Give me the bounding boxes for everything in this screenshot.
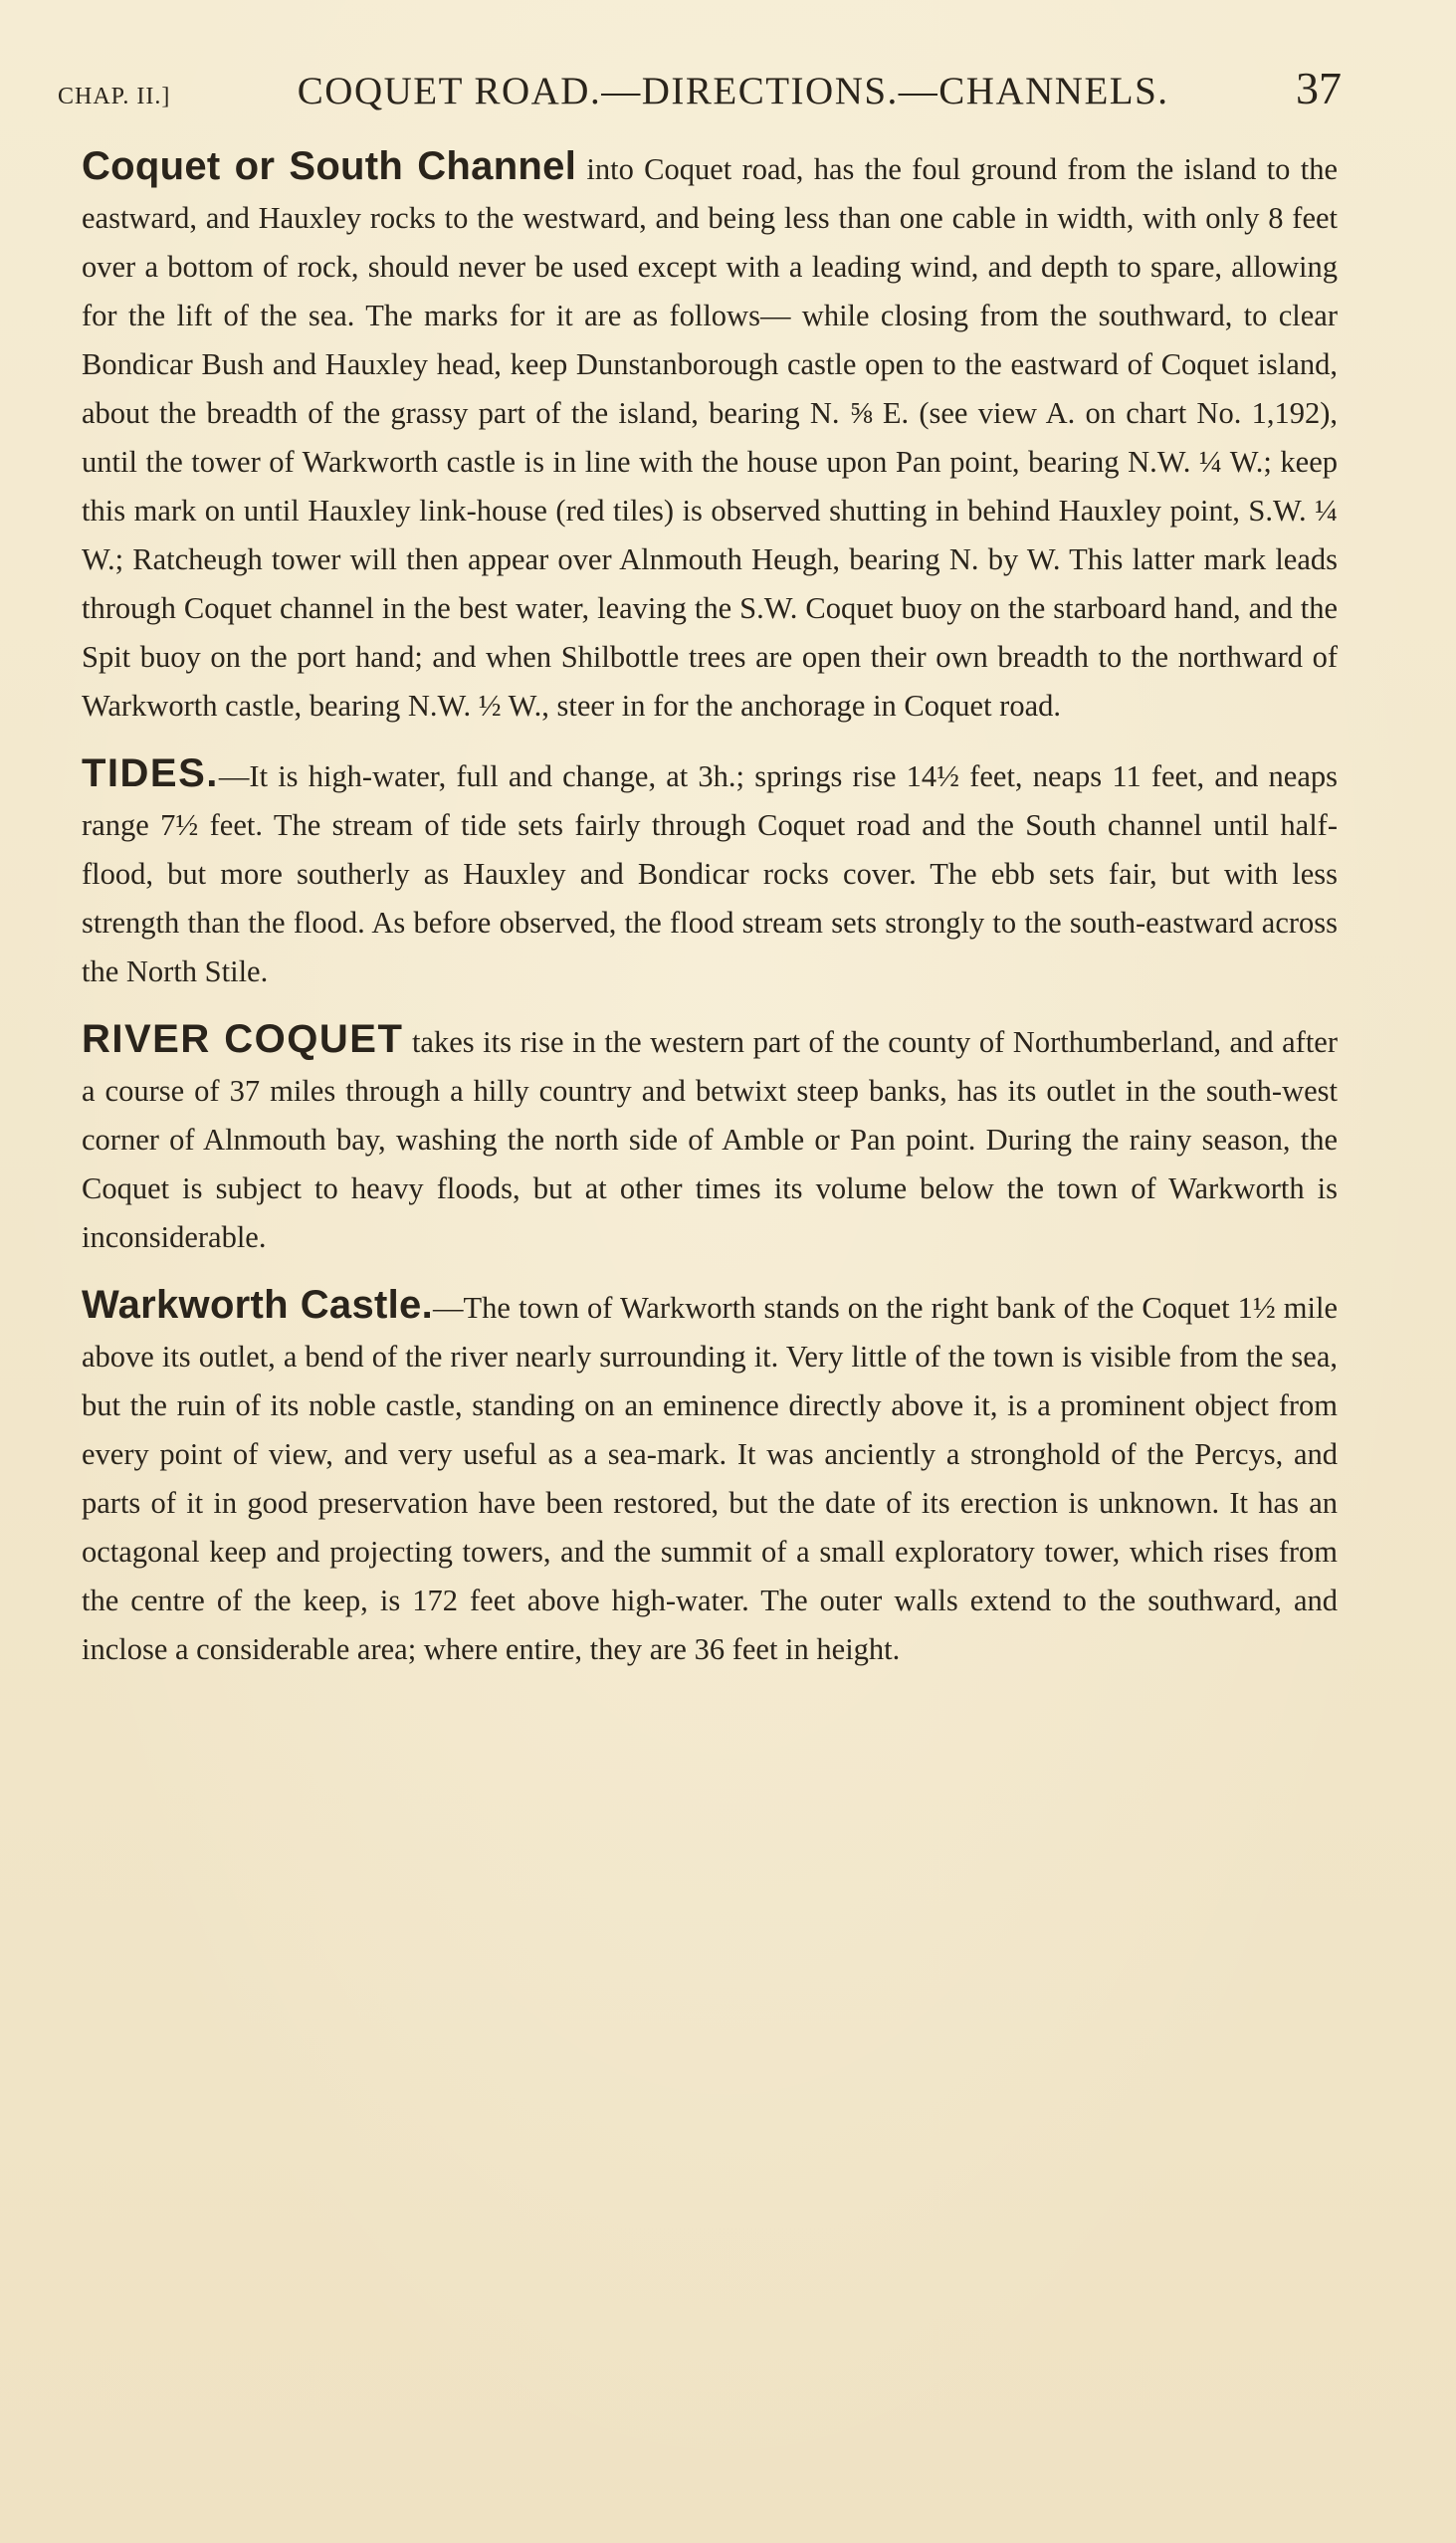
page-number: 37 bbox=[1295, 63, 1342, 113]
heading-coquet-channel: Coquet or South Channel bbox=[82, 144, 577, 188]
text-river-coquet: takes its rise in the western part of the county of Northumberland, and after a course of 37 miles through a hilly country and betwixt steep banks, has its outlet in the south-west corner of Alnmouth bay, washing the north side of Amble or Pan point. During the rainy season, the Coquet is subject to heavy floods, but at other times its volume below the town of Warkworth is inconsiderable. bbox=[82, 1025, 1338, 1254]
heading-warkworth-castle: Warkworth Castle. bbox=[82, 1283, 434, 1327]
text-tides: —It is high-water, full and change, at 3h.; springs rise 14½ feet, neaps 11 feet, and neaps range 7½ feet. The stream of tide sets fairly through Coquet road and the South channel until half-flood, but more southerly as Hauxley and Bondicar rocks cover. The ebb sets fair, but with less strength than the flood. As before observed, the flood stream sets strongly to the south-eastward across the North Stile. bbox=[82, 759, 1338, 988]
paragraph-tides bbox=[82, 749, 1338, 996]
paragraph-coquet-channel bbox=[82, 142, 1338, 731]
text-coquet-channel: into Coquet road, has the foul ground from the island to the eastward, and Hauxley rocks to the westward, and being less than one cable in width, with only 8 feet over a bottom of rock, should never be used except with a leading wind, and depth to spare, allowing for the lift of the sea. The marks for it are as follows— while closing from the southward, to clear Bondicar Bush and Hauxley head, keep Dunstanborough castle open to the eastward of Coquet island, about the breadth of the grassy part of the island, bearing N. ⅝ E. (see view A. on chart No. 1,192), until the tower of Warkworth castle is in line with the house upon Pan point, bearing N.W. ¼ W.; keep this mark on until Hauxley link-house (red tiles) is observed shutting in behind Hauxley point, S.W. ¼ W.; Ratcheugh tower will then appear over Alnmouth Heugh, bearing N. by W. This latter mark leads through Coquet channel in the best water, leaving the S.W. Coquet buoy on the starboard hand, and the Spit buoy on the port hand; and when Shilbottle trees are open their own breadth to the northward of Warkworth castle, bearing N.W. ½ W., steer in for the anchorage in Coquet road. bbox=[82, 152, 1338, 723]
paragraph-warkworth-castle bbox=[82, 1281, 1338, 1674]
paragraph-river-coquet bbox=[82, 1015, 1338, 1262]
text-warkworth-castle: —The town of Warkworth stands on the right bank of the Coquet 1½ mile above its outlet, a bend of the river nearly surrounding it. Very little of the town is visible from the sea, but the ruin of its noble castle, standing on an eminence directly above it, is a prominent object from every point of view, and very useful as a sea-mark. It was anciently a stronghold of the Percys, and parts of it in good preservation have been restored, but the date of its erection is unknown. It has an octagonal keep and projecting towers, and the summit of a small exploratory tower, which rises from the centre of the keep, is 172 feet above high-water. The outer walls extend to the southward, and inclose a considerable area; where entire, they are 36 feet in height. bbox=[82, 1291, 1338, 1666]
chapter-marker: CHAP. II.] bbox=[58, 84, 171, 109]
running-title: COQUET ROAD.—DIRECTIONS.—CHANNELS. bbox=[297, 70, 1169, 112]
page-header bbox=[58, 62, 1342, 121]
heading-tides: TIDES. bbox=[82, 751, 219, 795]
heading-river-coquet: RIVER COQUET bbox=[82, 1017, 404, 1061]
body-text bbox=[82, 142, 1338, 1693]
